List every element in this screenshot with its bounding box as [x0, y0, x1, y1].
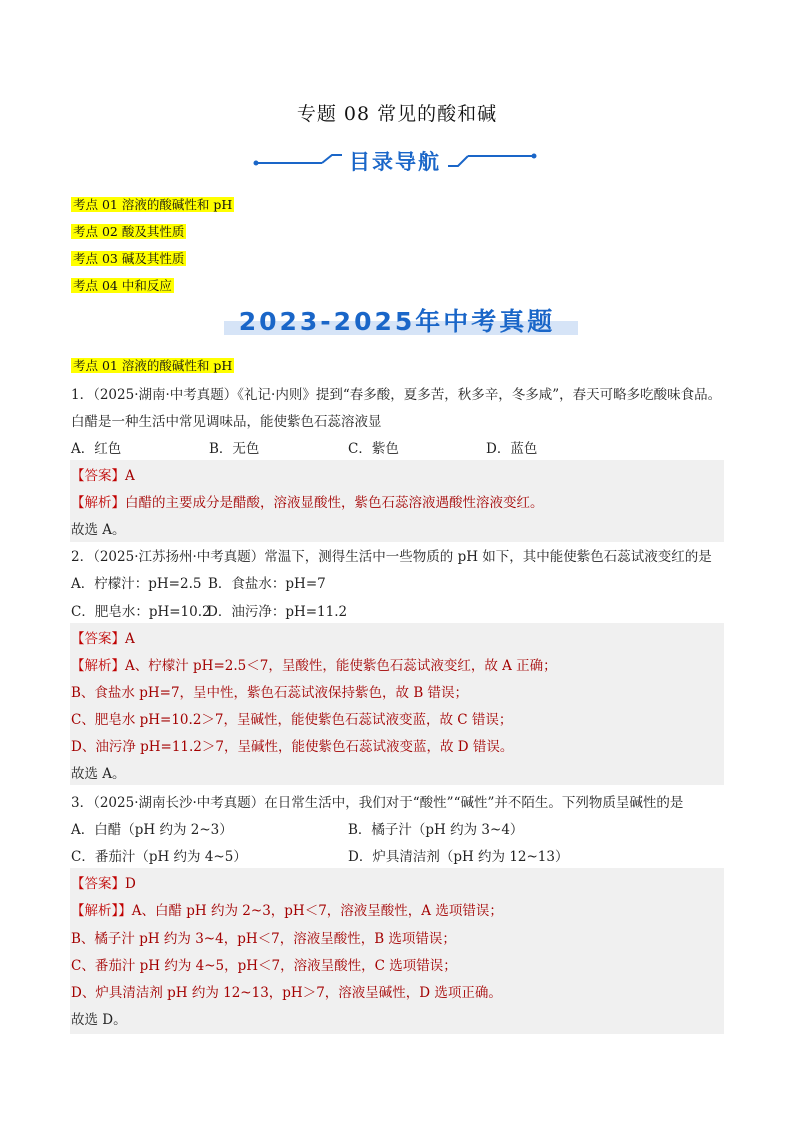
q2-analysis-line3: C、肥皂水 pH=10.2＞7，呈碱性，能使紫色石蕊试液变蓝，故 C 错误；: [71, 712, 513, 728]
q3-analysis-line2: B、橘子汁 pH 约为 3~4，pH＜7，溶液呈酸性，B 选项错误；: [71, 931, 456, 947]
q2-stem-line1: 2．（2025·江苏扬州·中考真题）常温下，测得生活中一些物质的 pH 如下，其中能使紫色石蕊试液变红的是: [71, 549, 712, 565]
q1-analysis: 【解析】白醋的主要成分是醋酸，溶液显酸性，紫色石蕊溶液遇酸性溶液变红。: [71, 495, 544, 511]
q2-analysis-line4: D、油污净 pH=11.2＞7，呈碱性，能使紫色石蕊试液变蓝，故 D 错误。: [71, 739, 514, 755]
q1-option-c: C．紫色: [348, 441, 399, 457]
q2-analysis-line1: 【解析】A、柠檬汁 pH=2.5＜7，呈酸性，能使紫色石蕊试液变红，故 A 正确；: [71, 658, 557, 674]
q3-analysis-line1: 【解析】】A、白醋 pH 约为 2~3，pH＜7，溶液呈酸性，A 选项错误；: [71, 903, 503, 919]
toc-item-2[interactable]: 考点 02 酸及其性质: [73, 224, 185, 239]
q3-option-a: A．白醋（pH 约为 2~3）: [71, 822, 233, 838]
q1-stem-line1: 1．（2025·湖南·中考真题）《礼记·内则》提到“春多酸，夏多苦，秋多辛，冬多咸”，春天可略多吃酸味食品。: [71, 387, 722, 403]
q1-option-d: D．蓝色: [486, 441, 538, 457]
q2-option-a: A．柠檬汁：pH=2.5: [71, 576, 202, 592]
toc-item-3[interactable]: 考点 03 碱及其性质: [73, 251, 185, 266]
toc-item-4[interactable]: 考点 04 中和反应: [73, 278, 172, 293]
page-title: 专题 08 常见的酸和碱: [296, 103, 498, 125]
q2-option-d: D．油污净：pH=11.2: [207, 604, 348, 620]
q3-stem-line1: 3．（2025·湖南长沙·中考真题）在日常生活中，我们对于“酸性”“碱性”并不陌生。下列物质呈碱性的是: [71, 795, 684, 811]
q2-conclusion: 故选 A。: [71, 766, 126, 782]
q3-option-b: B．橘子汁（pH 约为 3~4）: [348, 822, 524, 838]
years-banner-text: 2023-2025年中考真题: [238, 307, 556, 336]
q2-answer: 【答案】A: [71, 631, 135, 647]
q3-option-c: C．番茄汁（pH 约为 4~5）: [71, 849, 247, 865]
q3-answer: 【答案】D: [71, 876, 136, 892]
q2-analysis-line2: B、食盐水 pH=7，呈中性，紫色石蕊试液保持紫色，故 B 错误；: [71, 685, 469, 701]
q1-answer: 【答案】A: [71, 468, 135, 484]
q3-answer-box: [70, 868, 724, 1034]
q3-analysis-line3: C、番茄汁 pH 约为 4~5，pH＜7，溶液呈酸性，C 选项错误；: [71, 958, 457, 974]
nav-banner: [250, 146, 540, 180]
q3-analysis-line4: D、炉具清洁剂 pH 约为 12~13，pH＞7，溶液呈碱性，D 选项正确。: [71, 985, 502, 1001]
q2-option-b: B．食盐水：pH=7: [208, 576, 326, 592]
years-banner: [212, 302, 582, 342]
q3-conclusion: 故选 D。: [71, 1012, 127, 1028]
q3-option-d: D．炉具清洁剂（pH 约为 12~13）: [348, 849, 569, 865]
toc-item-1[interactable]: 考点 01 溶液的酸碱性和 pH: [73, 197, 233, 212]
section-label: 考点 01 溶液的酸碱性和 pH: [73, 358, 233, 373]
nav-title: 目录导航: [349, 150, 441, 174]
q1-conclusion: 故选 A。: [71, 522, 126, 538]
q1-stem-line2: 白醋是一种生活中常见调味品，能使紫色石蕊溶液显: [71, 414, 382, 430]
q2-answer-box: [70, 623, 724, 785]
q2-option-c: C．肥皂水：pH=10.2: [71, 604, 211, 620]
q1-option-a: A．红色: [71, 441, 122, 457]
q1-option-b: B．无色: [209, 441, 260, 457]
